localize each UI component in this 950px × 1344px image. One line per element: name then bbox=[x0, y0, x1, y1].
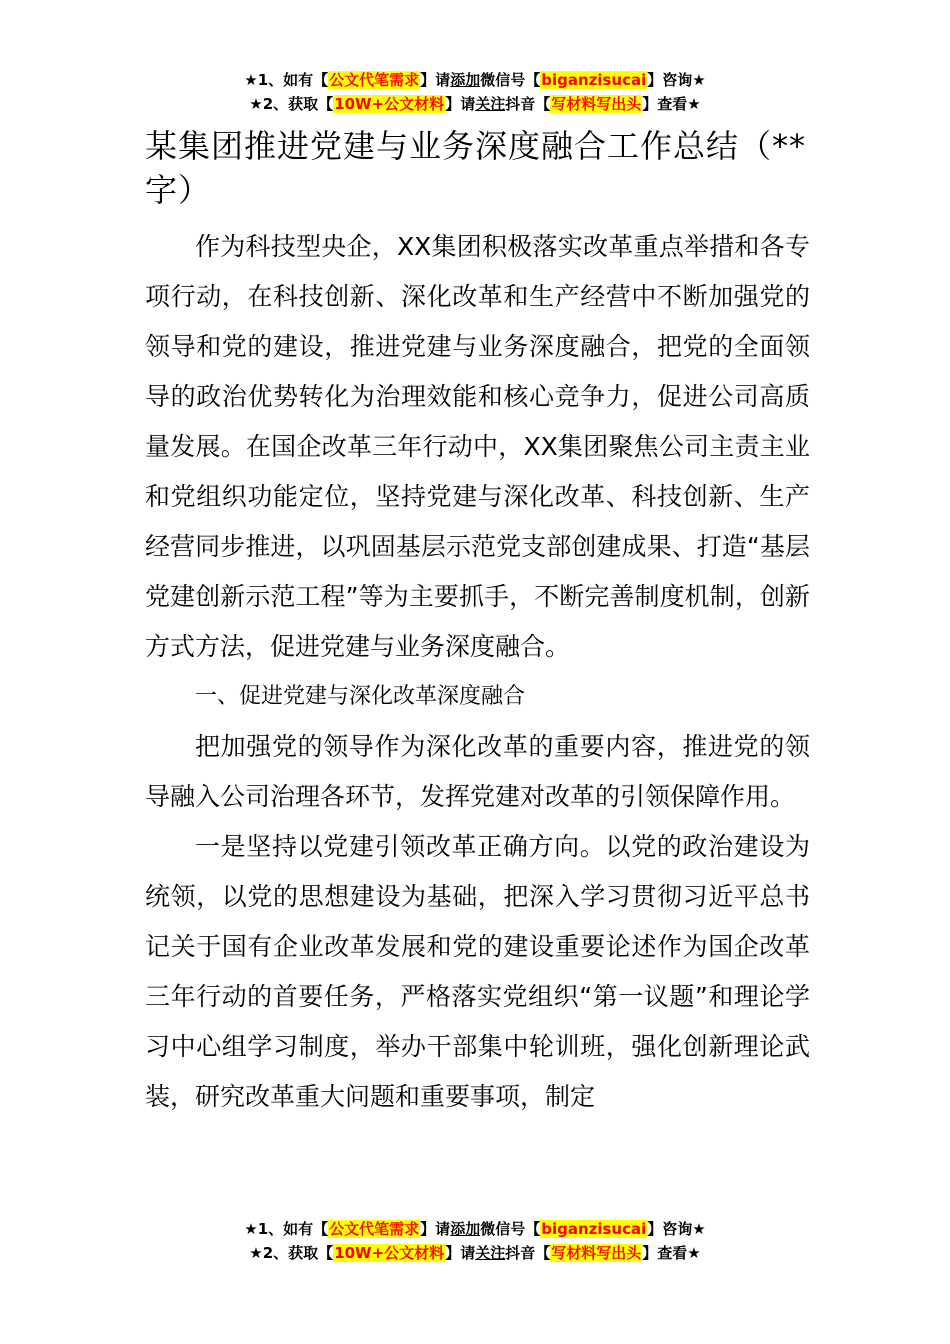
banner-highlight: 公文代笔需求 bbox=[329, 1220, 420, 1238]
banner-line-1 bbox=[0, 1218, 950, 1242]
banner-highlight: biganzisucai bbox=[541, 1220, 647, 1238]
banner-text: 】请 bbox=[420, 71, 451, 89]
section-paragraph: 把加强党的领导作为深化改革的重要内容，推进党的领导融入公司治理各环节，发挥党建对改革的引领保障作用。 bbox=[145, 732, 810, 811]
banner-text: 】请 bbox=[445, 1244, 476, 1262]
banner-text: 抖音【 bbox=[505, 1244, 551, 1262]
section-paragraph: 一是坚持以党建引领改革正确方向。以党的政治建设为统领，以党的思想建设为基础，把深入学习贯彻习近平总书记关于国有企业改革发展和党的建设重要论述作为国企改革三年行动的首要任务，严格落实党组织“第一议题”和理论学习中心组学习制度，举办干部集中轮训班，强化创新理论武装，研究改革重大问题和重要事项，制定 bbox=[145, 832, 810, 1111]
banner-underline: 添加 bbox=[450, 71, 481, 89]
intro-paragraph: 作为科技型央企，XX集团积极落实改革重点举措和各专项行动，在科技创新、深化改革和生产经营中不断加强党的领导和党的建设，推进党建与业务深度融合，把党的全面领导的政治优势转化为治理效能和核心竞争力，促进公司高质量发展。在国企改革三年行动中，XX集团聚焦公司主责主业和党组织功能定位，坚持党建与深化改革、科技创新、生产经营同步推进，以巩固基层示范党支部创建成果、打造“基层党建创新示范工程”等为主要抓手，不断完善制度机制，创新方式方法，促进党建与业务深度融合。 bbox=[145, 232, 810, 661]
banner-text: ★1、如有【 bbox=[244, 71, 329, 89]
banner-text: 】查看★ bbox=[642, 95, 701, 113]
banner-text: 微信号【 bbox=[480, 71, 541, 89]
banner-line-2 bbox=[0, 1242, 950, 1266]
footer-banner bbox=[0, 1218, 950, 1266]
banner-underline: 关注 bbox=[475, 95, 506, 113]
document-title: 某集团推进党建与业务深度融合工作总结（**字） bbox=[145, 127, 807, 209]
banner-text: ★2、获取【 bbox=[249, 1244, 334, 1262]
banner-highlight: 10W+公文材料 bbox=[334, 95, 445, 113]
banner-text: 】咨询★ bbox=[647, 71, 706, 89]
banner-underline: 关注 bbox=[475, 1244, 506, 1262]
banner-text: ★2、获取【 bbox=[249, 95, 334, 113]
banner-line-2 bbox=[0, 93, 950, 117]
banner-line-1 bbox=[0, 69, 950, 93]
banner-highlight: 公文代笔需求 bbox=[329, 71, 420, 89]
banner-text: 】查看★ bbox=[642, 1244, 701, 1262]
section-heading: 一、促进党建与深化改革深度融合 bbox=[195, 684, 526, 709]
banner-highlight: 写材料写出头 bbox=[551, 95, 642, 113]
document-body bbox=[145, 124, 810, 1122]
banner-underline: 添加 bbox=[450, 1220, 481, 1238]
header-banner bbox=[0, 69, 950, 117]
banner-text: 微信号【 bbox=[480, 1220, 541, 1238]
banner-highlight: biganzisucai bbox=[541, 71, 647, 89]
banner-text: 】请 bbox=[420, 1220, 451, 1238]
banner-text: 】请 bbox=[445, 95, 476, 113]
banner-text: ★1、如有【 bbox=[244, 1220, 329, 1238]
banner-text: 】咨询★ bbox=[647, 1220, 706, 1238]
banner-highlight: 写材料写出头 bbox=[551, 1244, 642, 1262]
banner-highlight: 10W+公文材料 bbox=[334, 1244, 445, 1262]
banner-text: 抖音【 bbox=[505, 95, 551, 113]
